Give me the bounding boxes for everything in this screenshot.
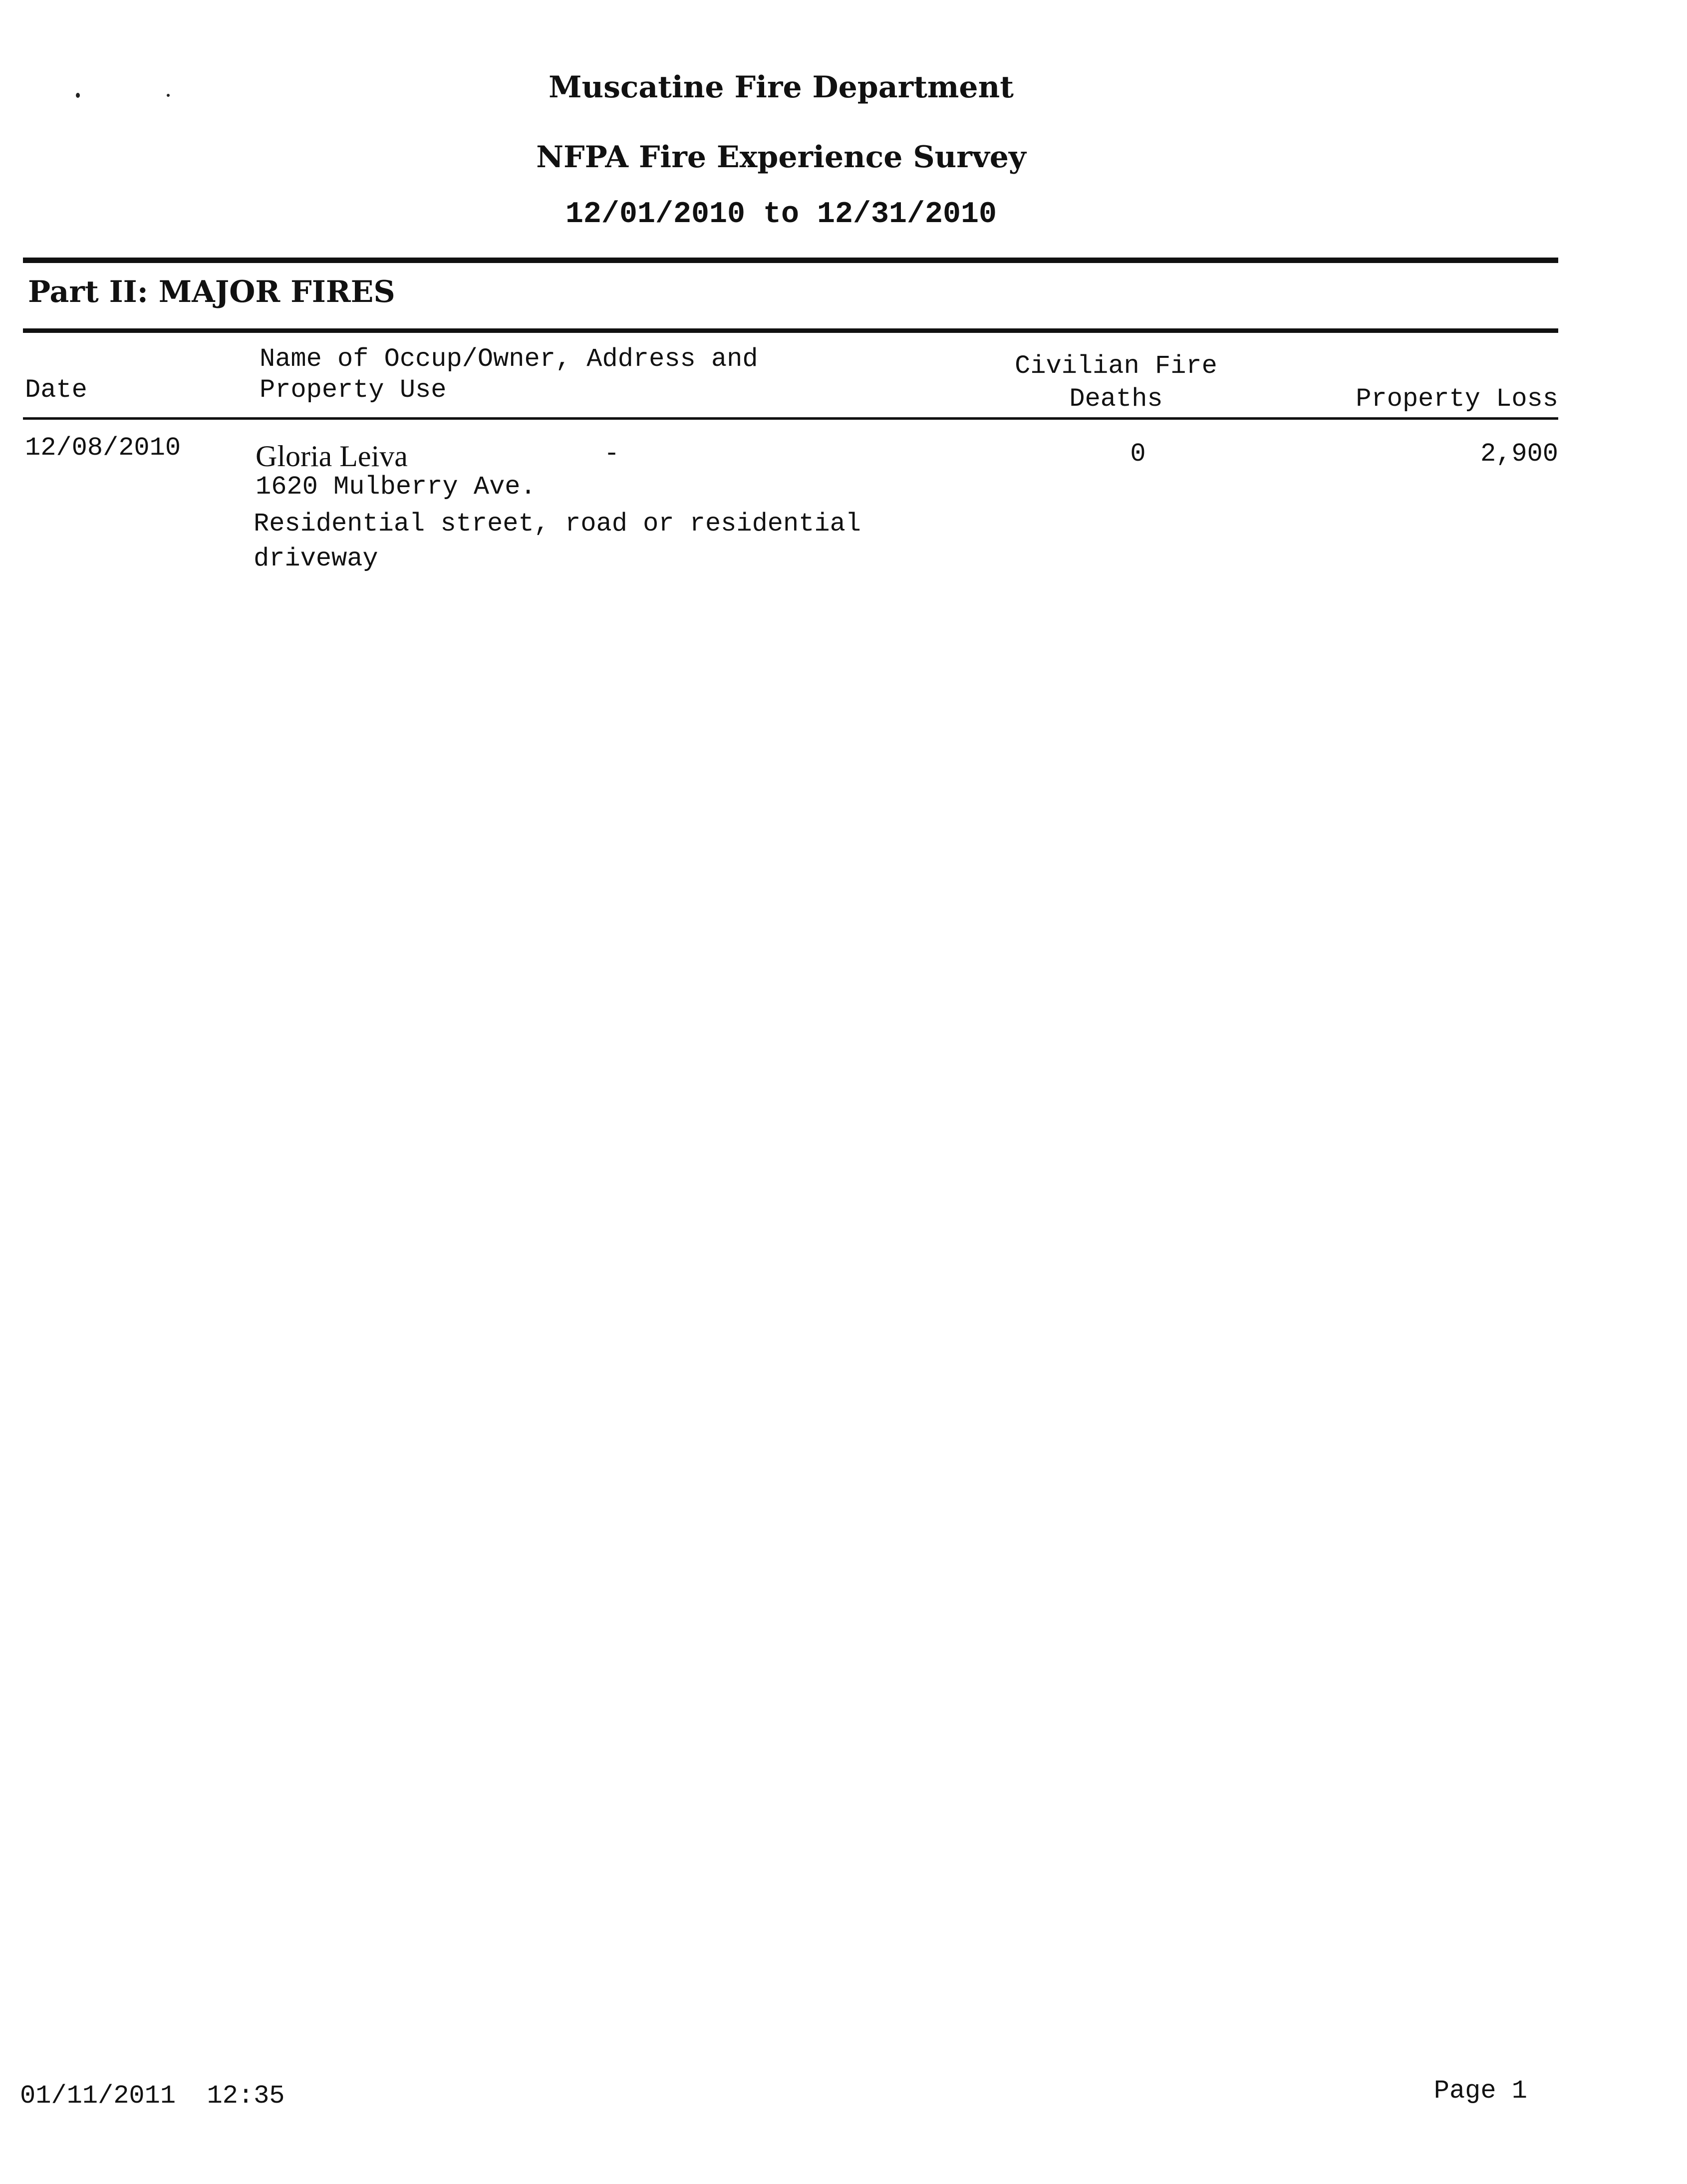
column-header-deaths-line1: Civilian Fire bbox=[1015, 351, 1217, 381]
column-header-date: Date bbox=[25, 375, 87, 405]
section-title: Part II: MAJOR FIRES bbox=[28, 274, 395, 309]
row-property-use-line2: driveway bbox=[254, 544, 378, 573]
organization-title: Muscatine Fire Department bbox=[549, 70, 1014, 105]
row-property-use-line1: Residential street, road or residential bbox=[254, 509, 861, 539]
row-date: 12/08/2010 bbox=[25, 433, 181, 463]
row-owner-name: Gloria Leiva bbox=[256, 440, 408, 473]
row-property-loss: 2,900 bbox=[1480, 439, 1558, 469]
footer-timestamp: 01/11/2011 12:35 bbox=[20, 2081, 285, 2111]
survey-title: NFPA Fire Experience Survey bbox=[536, 140, 1026, 175]
row-civilian-deaths: 0 bbox=[1130, 439, 1146, 469]
column-header-name-line2: Property Use bbox=[260, 375, 447, 405]
column-header-property-loss: Property Loss bbox=[1356, 384, 1558, 414]
column-header-deaths-line2: Deaths bbox=[1069, 384, 1163, 414]
column-header-name-line1: Name of Occup/Owner, Address and bbox=[260, 344, 758, 374]
row-dash: - bbox=[604, 439, 620, 469]
date-range: 12/01/2010 to 12/31/2010 bbox=[565, 198, 997, 232]
column-header-rule bbox=[23, 417, 1558, 420]
section-rule bbox=[23, 328, 1558, 333]
header-rule bbox=[23, 258, 1558, 263]
footer-page-number: Page 1 bbox=[1433, 2076, 1527, 2106]
row-address: 1620 Mulberry Ave. bbox=[256, 472, 536, 502]
